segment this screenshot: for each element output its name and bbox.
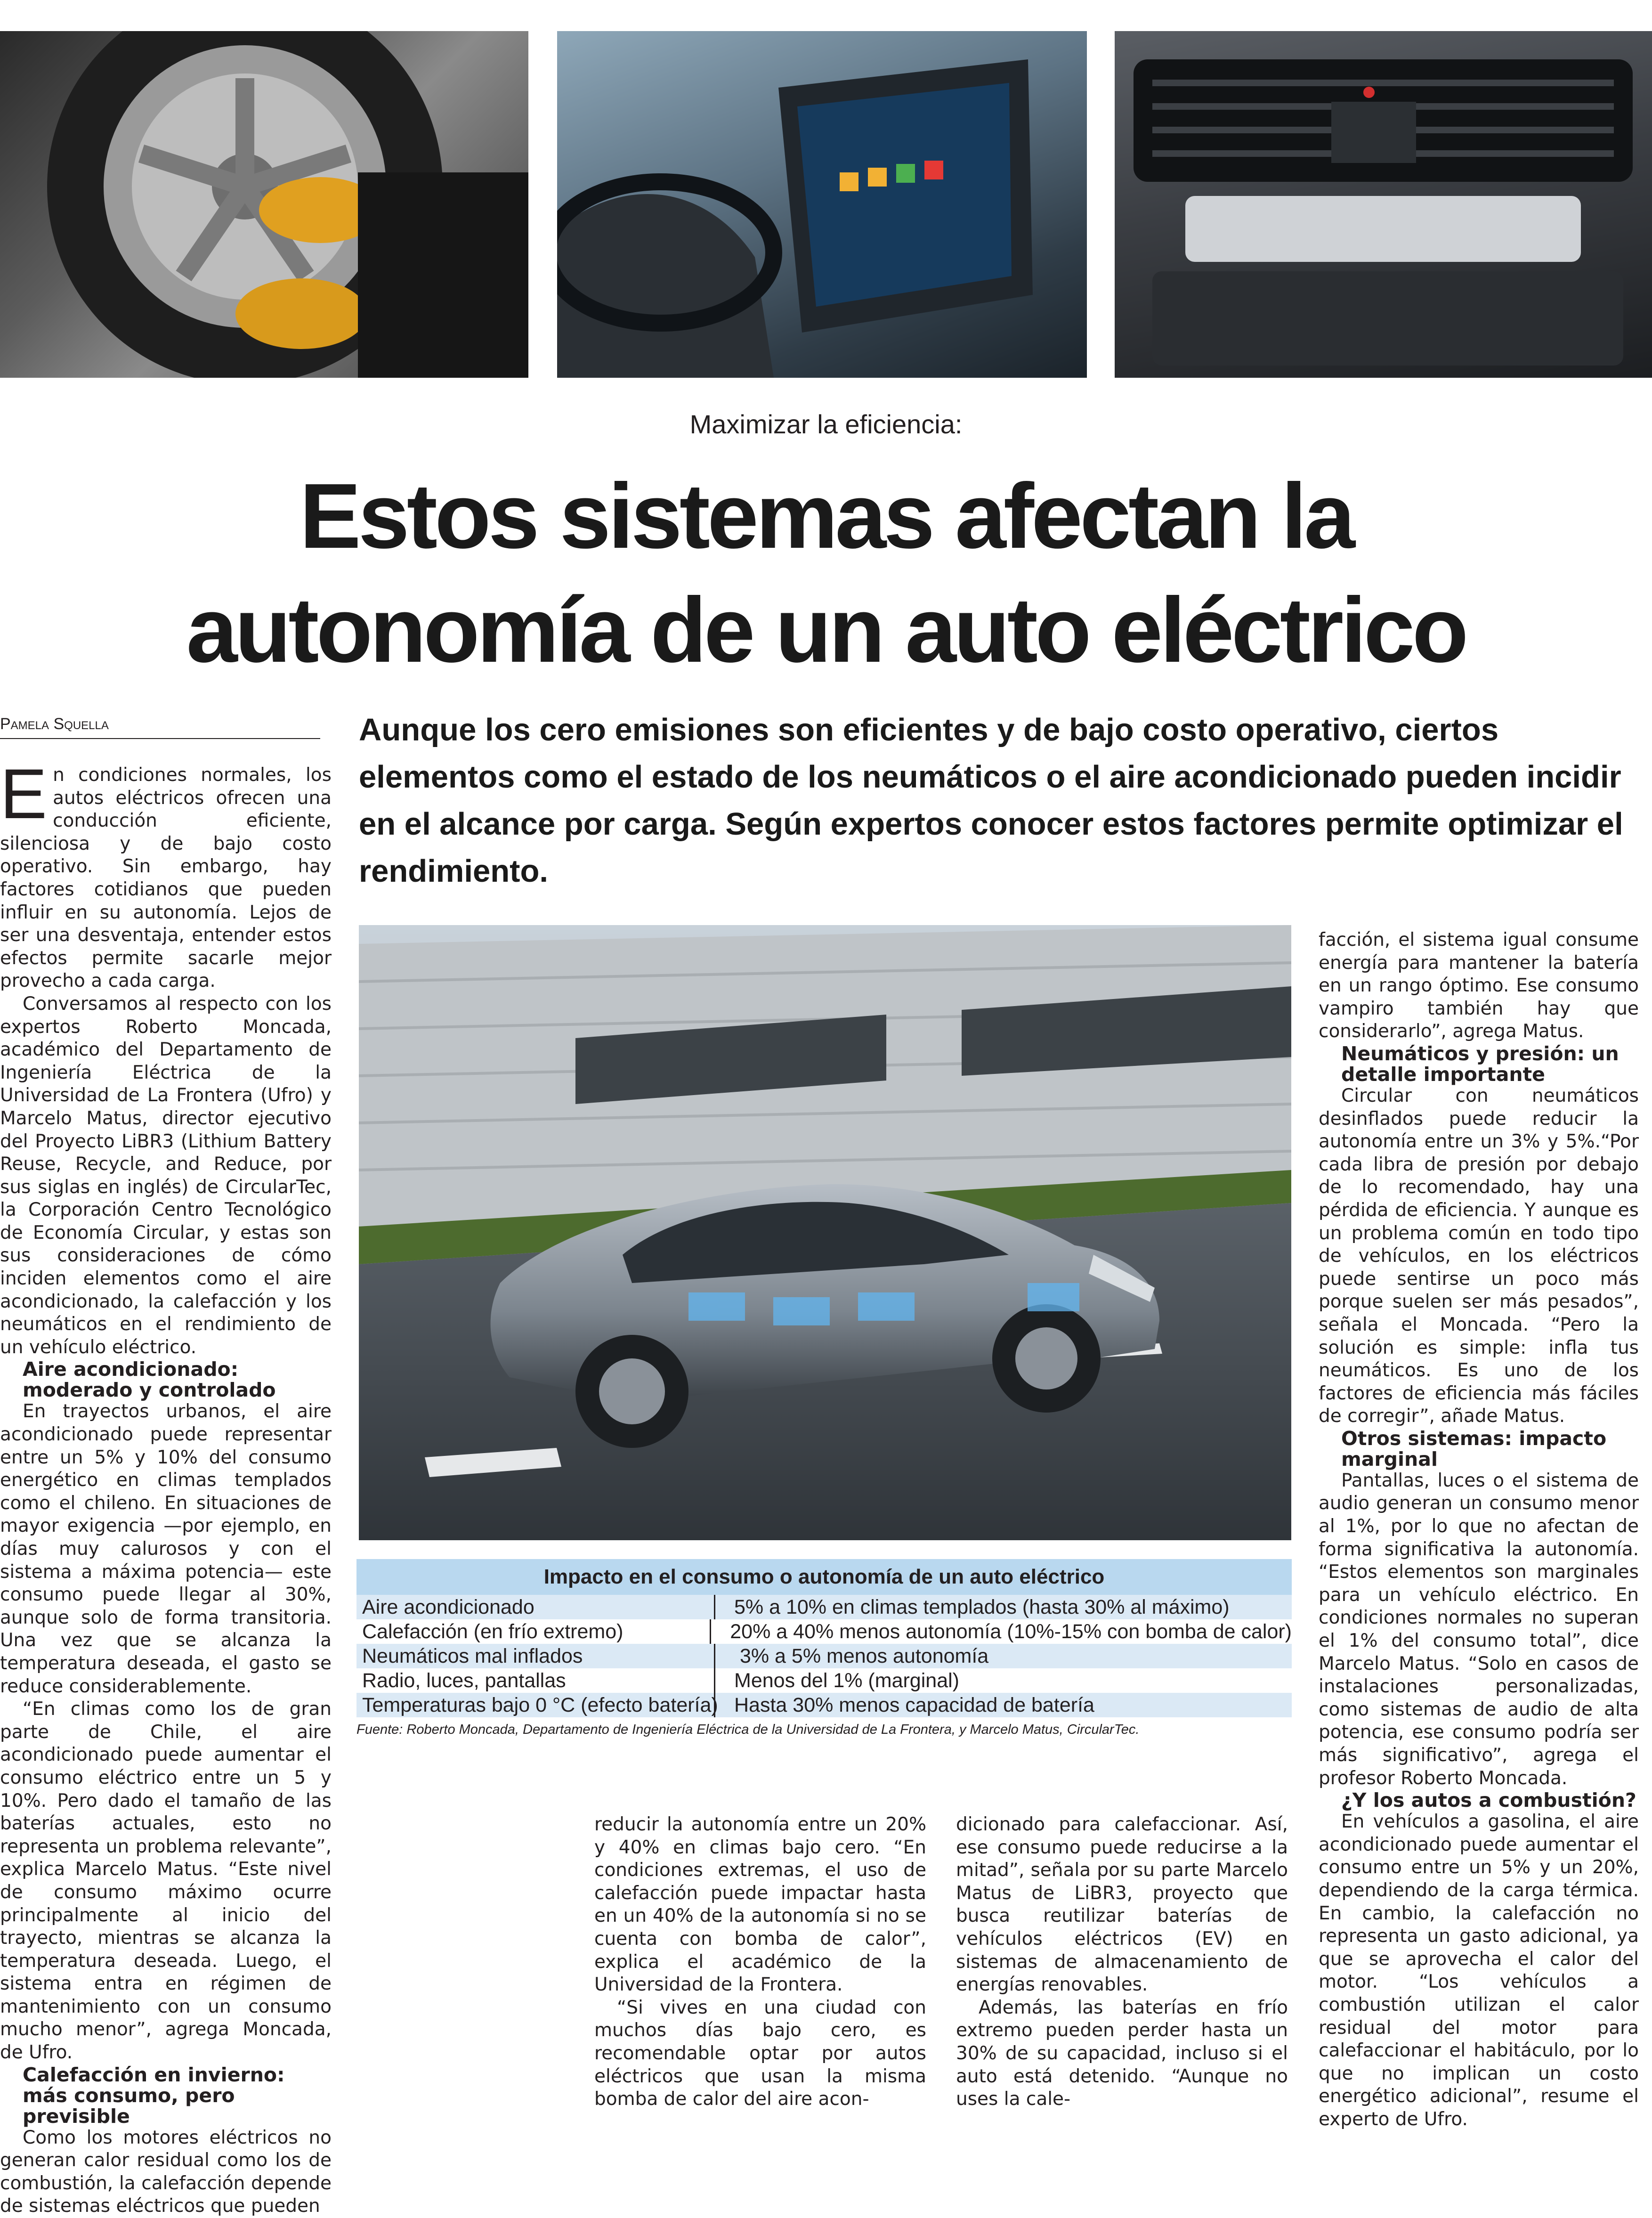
table-cell-impact: 5% a 10% en climas templados (hasta 30% al máximo) xyxy=(734,1596,1230,1618)
table-cell-impact: Menos del 1% (marginal) xyxy=(734,1669,959,1692)
table-cell-factor: Aire acondicionado xyxy=(356,1595,715,1619)
column-1 xyxy=(0,754,332,2218)
paragraph: reducir la autonomía entre un 20% y 40% en climas bajo cero. “En condiciones extremas, el uso de calefacción puede impactar hasta en un 40% de la autonomía si no se cuenta con bomba de calor”, explica el académico de la Universidad de la Frontera. xyxy=(594,1814,926,1996)
paragraph: En vehículos a gasolina, el aire acondicionado puede aumentar el consumo entre un 5% y un 20%, dependiendo de la carga térmica. En cambio, la calefacción no representa un gasto adicional, ya que se aprovecha el calor del motor. “Los vehículos a combustión utilizan el calor residual del motor para calefaccionar el habitáculo, por lo que no implican un costo energético adicional”, resume el experto de Ufro. xyxy=(1319,1811,1639,2130)
car-scene xyxy=(359,925,1291,1540)
table-title: Impacto en el consumo o autonomía de un auto eléctrico xyxy=(356,1559,1292,1595)
column-3 xyxy=(956,1813,1288,2111)
paragraph: Pantallas, luces o el sistema de audio generan un consumo menor al 1%, por lo que no afectan de forma significativa la autonomía. “Estos elementos son marginales para un vehículo eléctrico. En condiciones normales no superan el 1% del consumo total”, dice Marcelo Matus. “Solo en casos de instalaciones personalizadas, como sistemas de audio de alta potencia, ese consumo podría ser más significativo”, agrega el profesor Roberto Moncada. xyxy=(1319,1470,1639,1789)
drop-cap: E xyxy=(0,754,48,833)
dashboard-screen-photo xyxy=(557,31,1087,378)
column-4 xyxy=(1319,929,1639,2131)
subheading-aire: Aire acondicionado: moderado y controlado xyxy=(23,1358,276,1402)
dashboard-illustration xyxy=(557,31,1087,378)
headline-line-1: Estos sistemas afectan la xyxy=(300,464,1352,568)
table-row xyxy=(356,1595,1292,1619)
table-source: Fuente: Roberto Moncada, Departamento de Ingeniería Eléctrica de la Universidad de La Frontera, y Marcelo Matus, CircularTec. xyxy=(356,1722,1140,1737)
table-cell-factor: Calefacción (en frío extremo) xyxy=(356,1619,711,1644)
table-row xyxy=(356,1668,1292,1693)
vents-illustration xyxy=(1115,31,1652,378)
paragraph: facción, el sistema igual consume energía para mantener la batería en un rango óptimo. Ese consumo vampiro también hay que considerarlo”, agrega Matus. xyxy=(1319,929,1639,1042)
table-row xyxy=(356,1644,1292,1668)
paragraph: dicionado para calefaccionar. Así, ese consumo puede reducirse a la mitad”, señala por su parte Marcelo Matus de LiBR3, proyecto que busca reutilizar baterías de vehículos eléctricos (EV) en sistemas de almacenamiento de energías renovables. xyxy=(956,1814,1288,1996)
subheading-otros: Otros sistemas: impacto marginal xyxy=(1341,1427,1607,1471)
paragraph: “En climas como los de gran parte de Chile, el aire acondicionado puede aumentar el consumo eléctrico entre un 5 y 10%. Pero dado el tamaño de las baterías actuales, esto no representa un problema relevante”, explica Marcelo Matus. “Este nivel de consumo máximo ocurre principalmente al inicio del trayecto, mientras se alcanza la temperatura deseada. Luego, el sistema entra en régimen de mantenimiento con un consumo mucho menor”, agrega Moncada, de Ufro. xyxy=(0,1698,332,2064)
table-row xyxy=(356,1693,1292,1717)
electric-car-illustration xyxy=(359,925,1291,1540)
climate-controls-photo xyxy=(1115,31,1652,378)
subheading-neumaticos: Neumáticos y presión: un detalle importante xyxy=(1341,1042,1619,1086)
paragraph: “Si vives en una ciudad con muchos días bajo cero, es recomendable optar por autos eléctricos que usan la misma bomba de calor del aire acon- xyxy=(594,1997,926,2110)
column-2 xyxy=(594,1813,926,2111)
paragraph: Conversamos al respecto con los expertos Roberto Moncada, académico del Departamento de Ingeniería Eléctrica de la Universidad de La Frontera (Ufro) y Marcelo Matus, director ejecutivo del Proyecto LiBR3 (Lithium Battery Reuse, Recycle, and Reduce, por sus siglas en inglés) de CircularTec, la Corporación Centro Tecnológico de Economía Circular, y estas son sus consideraciones de cómo inciden elementos como el aire acondicionado, la calefacción y los neumáticos en el rendimiento de un vehículo eléctrico. xyxy=(0,993,332,1358)
paragraph: En trayectos urbanos, el aire acondicionado puede representar entre un 5% y 10% del consumo energético en climas templados como el chileno. En situaciones de mayor exigencia —por ejemplo, en días muy calurosos y con el sistema a máxima potencia— este consumo puede llegar al 30%, aunque solo de forma transitoria. Una vez que se alcanza la temperatura deseada, el gasto se reduce considerablemente. xyxy=(0,1401,332,1697)
headline xyxy=(0,459,1652,687)
table-cell-factor: Neumáticos mal inflados xyxy=(356,1644,715,1668)
paragraph: En condiciones normales, los autos eléctricos ofrecen una conducción eficiente, silenciosa y de bajo costo operativo. Sin embargo, hay factores cotidianos que pueden influir en su autonomía. Lejos de ser una desventaja, entender estos efectos permite sacarle mejor provecho a cada carga. xyxy=(0,754,332,992)
subheading-calefaccion: Calefacción en invierno: más consumo, pero previsible xyxy=(23,2063,285,2128)
paragraph: Además, las baterías en frío extremo pueden perder hasta un 30% de su capacidad, incluso si el auto está detenido. “Aunque no uses la cale- xyxy=(956,1997,1288,2110)
tire-change-photo xyxy=(0,31,528,378)
paragraph: Como los motores eléctricos no generan calor residual como los de combustión, la calefacción depende de sistemas eléctricos que pueden xyxy=(0,2127,332,2217)
lead-paragraph: Aunque los cero emisiones son eficientes y de bajo costo operativo, ciertos elementos como el estado de los neumáticos o el aire acondicionado pueden incidir en el alcance por carga. Según expertos conocer estos factores permite optimizar el rendimiento. xyxy=(359,712,1623,889)
subheading-combustion: ¿Y los autos a combustión? xyxy=(1341,1789,1636,1812)
table-cell-impact: 3% a 5% menos autonomía xyxy=(734,1645,989,1667)
impact-table xyxy=(356,1559,1292,1738)
table-cell-impact: 20% a 40% menos autonomía (10%-15% con bomba de calor) xyxy=(730,1620,1292,1643)
byline: Pamela Squella xyxy=(0,715,320,739)
paragraph: Circular con neumáticos desinflados puede reducir la autonomía entre un 3% y 5%.“Por cada libra de presión por debajo de lo recomendado, hay una pérdida de eficiencia. Y aunque es un problema común en todo tipo de vehículos, en los eléctricos puede sentirse un poco más porque suelen ser más pesados”, señala el Moncada. “Pero la solución es simple: infla tus neumáticos. Es uno de los factores de eficiencia más fáciles de corregir”, añade Matus. xyxy=(1319,1085,1639,1427)
table-row xyxy=(356,1619,1292,1644)
headline-line-2: autonomía de un auto eléctrico xyxy=(186,578,1466,682)
table-cell-factor: Temperaturas bajo 0 °C (efecto batería) xyxy=(356,1693,715,1717)
table-cell-impact: Hasta 30% menos capacidad de batería xyxy=(734,1694,1094,1716)
kicker: Maximizar la eficiencia: xyxy=(689,409,963,439)
table-cell-factor: Radio, luces, pantallas xyxy=(356,1668,715,1693)
tire-illustration xyxy=(0,31,528,378)
